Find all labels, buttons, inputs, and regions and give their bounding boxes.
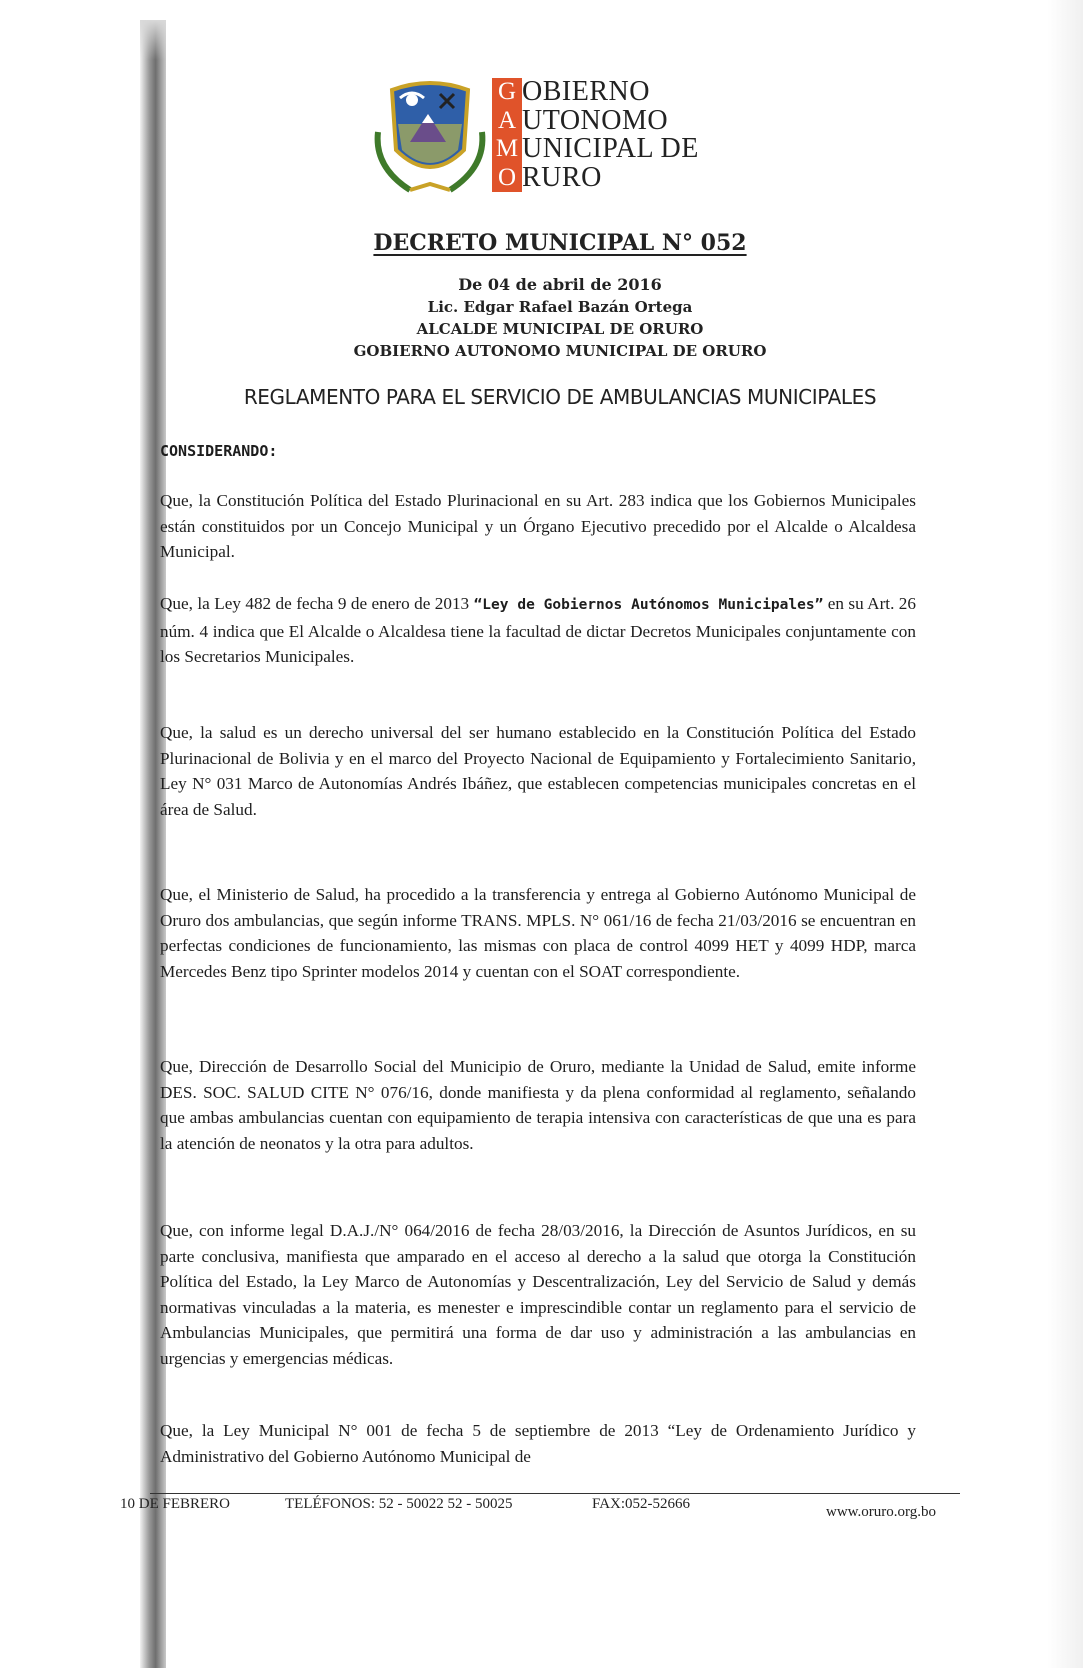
paragraph-3: Que, la salud es un derecho universal del ser humano establecido en la Constitución Política del Estado Plurinacional de Bolivia y en el marco del Proyecto Nacional de Equipamiento y Fortalecimiento Sanitario, Ley N° 031 Marco de Autonomías Andrés Ibáñez, que establecen competencias municipales concretas en el área de Salud. xyxy=(160,723,916,819)
acronym-letter-o: O xyxy=(497,163,517,191)
footer-fax: FAX:052-52666 xyxy=(592,1496,691,1512)
author-role: ALCALDE MUNICIPAL DE ORURO xyxy=(416,320,704,338)
author-org: GOBIERNO AUTONOMO MUNICIPAL DE ORURO xyxy=(353,342,767,360)
acronym-letter-g: G xyxy=(497,78,517,105)
footer-website[interactable]: www.oruro.org.bo xyxy=(826,1504,936,1520)
wordmark-line-2: UTONOMO xyxy=(522,104,669,136)
coat-of-arms-icon xyxy=(370,72,490,202)
paragraph-1: Que, la Constitución Política del Estado Plurinacional en su Art. 283 indica que los Gobiernos Municipales están constituidos por un Concejo Municipal y un Órgano Ejecutivo precedido por el Alcalde o Alcaldesa Municipal. xyxy=(160,491,916,562)
gamo-wordmark xyxy=(522,78,822,192)
paragraph-2: Que, la Ley 482 de fecha 9 de enero de 2013 “Ley de Gobiernos Autónomos Municipales” en su Art. 26 núm. 4 indica que El Alcalde o Alcaldesa tiene la facultad de dictar Decretos Municipales conjuntamente con los Secretarios Municipales. xyxy=(160,594,916,667)
wordmark-line-4: RURO xyxy=(522,161,602,193)
author-name: Lic. Edgar Rafael Bazán Ortega xyxy=(427,298,693,316)
paragraph-6: Que, con informe legal D.A.J./N° 064/2016 de fecha 28/03/2016, la Dirección de Asuntos Jurídicos, en su parte conclusiva, manifiesta que amparado en el acceso al derecho a la salud que otorga la Constitución Política del Estado, la Ley Marco de Autonomías y Descentralización, Ley del Servicio de Salud y demás normativas vinculadas a la materia, es menester e imprescindible contar un reglamento para el servicio de Ambulancias Municipales, que permitirá una forma de dar uso y administración a las ambulancias en urgencias y emergencias médicas. xyxy=(160,1221,916,1368)
paragraph-4: Que, el Ministerio de Salud, ha procedido a la transferencia y entrega al Gobierno Autónomo Municipal de Oruro dos ambulancias, que según informe TRANS. MPLS. N° 061/16 de fecha 21/03/2016 se encuentran en perfectas condiciones de funcionamiento, las mismas con placa de control 4099 HET y 4099 HDP, marca Mercedes Benz tipo Sprinter modelos 2014 y cuentan con el SOAT correspondiente. xyxy=(160,885,916,981)
gamo-acronym xyxy=(492,78,522,192)
document-page xyxy=(160,0,980,1668)
gamo-logo xyxy=(370,72,930,202)
paragraph-5: Que, Dirección de Desarrollo Social del Municipio de Oruro, mediante la Unidad de Salud, emite informe DES. SOC. SALUD CITE N° 076/16, donde manifiesta y da plena conformidad al reglamento, señalando que ambas ambulancias cuentan con equipamiento de terapia intensiva con características de que una es para la atención de neonatos y la otra para adultos. xyxy=(160,1057,916,1153)
footer-phones: TELÉFONOS: 52 - 50022 52 - 50025 xyxy=(285,1496,513,1512)
decree-date: De 04 de abril de 2016 xyxy=(458,275,662,294)
footer-divider xyxy=(150,1493,960,1494)
decree-subject: REGLAMENTO PARA EL SERVICIO DE AMBULANCIAS MUNICIPALES xyxy=(243,385,877,409)
footer-address: 10 DE FEBRERO xyxy=(120,1496,231,1512)
paragraph-7: Que, la Ley Municipal N° 001 de fecha 5 de septiembre de 2013 “Ley de Ordenamiento Jurídico y Administrativo del Gobierno Autónomo Municipal de xyxy=(160,1421,916,1466)
considerando-heading: CONSIDERANDO: xyxy=(160,442,278,460)
wordmark-line-1: OBIERNO xyxy=(522,76,650,107)
wordmark-line-3: UNICIPAL DE xyxy=(522,133,699,164)
law-title: “Ley de Gobiernos Autónomos Municipales” xyxy=(473,597,824,613)
acronym-letter-a: A xyxy=(497,106,517,134)
scan-edge xyxy=(1047,0,1083,1668)
decree-title: DECRETO MUNICIPAL N° 052 xyxy=(373,230,747,256)
acronym-letter-m: M xyxy=(495,135,519,162)
